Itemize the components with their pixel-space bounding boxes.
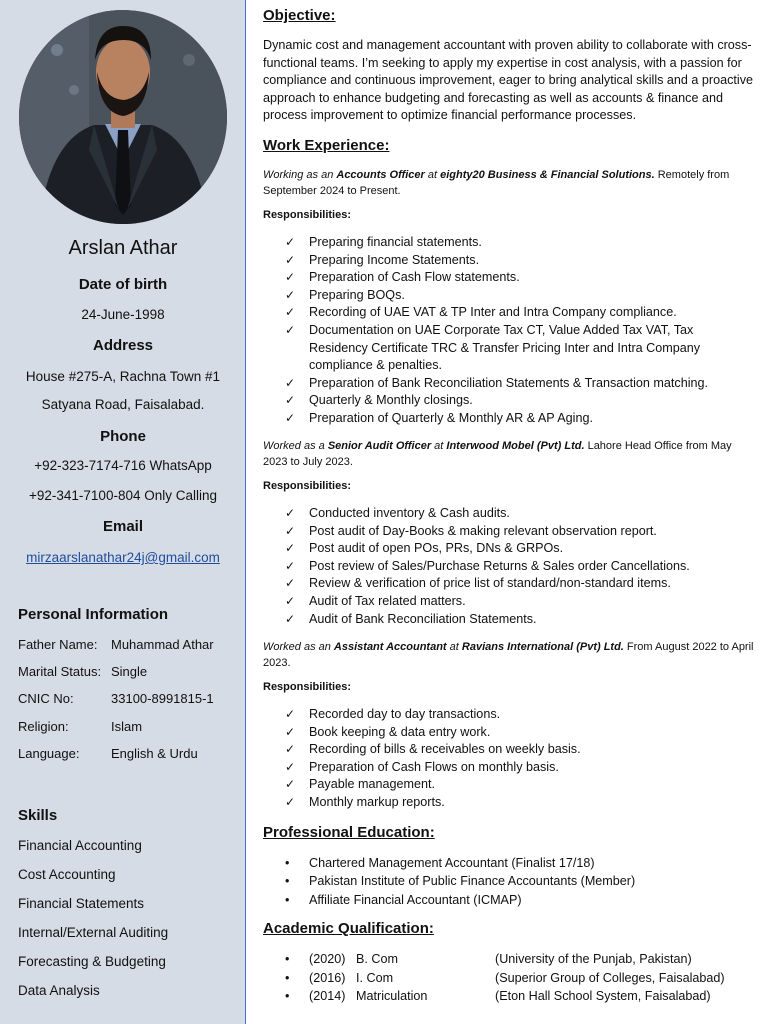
personal-info-value: Single	[111, 664, 148, 679]
list-item	[263, 724, 753, 742]
job-period: Remotely from September 2024 to Present.	[263, 169, 730, 197]
job-role: Accounts Officer	[336, 169, 425, 181]
job-prefix: Worked as an	[263, 641, 334, 653]
checkmark-icon: ✓	[285, 759, 296, 774]
academic-degree: I. Com	[356, 970, 394, 985]
list-item-text: Post review of Sales/Purchase Returns & Sales order Cancellations.	[309, 558, 690, 573]
academic-institute: (Superior Group of Colleges, Faisalabad)	[495, 970, 725, 985]
list-item-text: Payable management.	[309, 777, 436, 792]
checkmark-icon: ✓	[285, 322, 296, 337]
checkmark-icon: ✓	[285, 593, 296, 608]
professional-education-heading: Professional Education:	[263, 824, 435, 841]
list-item-text: Preparation of Cash Flows on monthly basis.	[309, 759, 559, 774]
personal-info-label: Father Name:	[18, 637, 98, 652]
person-portrait-image	[19, 10, 227, 224]
personal-info-value: Muhammad Athar	[111, 637, 214, 652]
checkmark-icon: ✓	[285, 270, 296, 285]
list-item-text: Review & verification of price list of standard/non-standard items.	[309, 576, 671, 591]
checkmark-icon: ✓	[285, 611, 296, 626]
personal-info-value: English & Urdu	[111, 746, 198, 761]
work-experience-heading: Work Experience:	[263, 137, 390, 154]
list-item	[263, 234, 753, 252]
address-heading: Address	[92, 337, 154, 354]
bullet-icon: •	[285, 970, 290, 985]
academic-institute: (Eton Hall School System, Faisalabad)	[495, 989, 711, 1004]
checkmark-icon: ✓	[285, 742, 296, 757]
education-list	[263, 854, 753, 909]
academic-row	[263, 950, 753, 969]
address-line-1: House #275-A, Rachna Town #1	[25, 369, 221, 384]
list-item	[263, 741, 753, 759]
list-item-text: Audit of Tax related matters.	[309, 593, 466, 608]
phone-calling: +92-341-7100-804 Only Calling	[29, 488, 217, 503]
job-at: at	[431, 440, 447, 452]
job-company: eighty20 Business & Financial Solutions.	[440, 169, 655, 181]
checkmark-icon: ✓	[285, 506, 296, 520]
list-item	[263, 891, 753, 909]
profile-photo	[19, 10, 227, 224]
list-item-text: Recording of UAE VAT & TP Inter and Intra Company compliance.	[309, 305, 677, 320]
checkmark-icon: ✓	[285, 305, 296, 320]
list-item-text: Recorded day to day transactions.	[309, 707, 501, 721]
dob-heading: Date of birth	[78, 276, 168, 293]
job-period: From August 2022 to April 2023.	[263, 641, 754, 669]
job-role: Assistant Accountant	[333, 641, 447, 653]
list-item-text: Audit of Bank Reconciliation Statements.	[309, 611, 537, 626]
job-summary	[263, 438, 758, 470]
phone-whatsapp: +92-323-7174-716 WhatsApp	[34, 458, 212, 473]
list-item-text: Post audit of open POs, PRs, DNs & GRPOs.	[309, 541, 564, 556]
checkmark-icon: ✓	[285, 794, 296, 809]
address-line-2: Satyana Road, Faisalabad.	[41, 397, 205, 412]
list-item	[263, 575, 753, 593]
checkmark-icon: ✓	[285, 287, 296, 302]
skills-heading: Skills	[18, 807, 58, 824]
personal-info-heading: Personal Information	[18, 606, 169, 623]
email-container	[0, 549, 246, 567]
academic-year: (2014)	[309, 989, 346, 1004]
phone-heading: Phone	[100, 428, 146, 445]
list-item-text: Preparation of Cash Flow statements.	[309, 270, 520, 285]
list-item	[263, 593, 753, 611]
list-item-text: Post audit of Day-Books & making relevant observation report.	[309, 523, 657, 538]
list-item-text: Preparing financial statements.	[309, 235, 482, 249]
job-summary	[263, 167, 758, 199]
academic-qualification-heading: Academic Qualification:	[263, 920, 434, 937]
list-item-text: Preparation of Quarterly & Monthly AR & AP Aging.	[309, 410, 593, 425]
list-item-text: Documentation on UAE Corporate Tax CT, Value Added Tax VAT, Tax Residency Certificate TRC & Transfer Pricing Inter and Intra Company compliance & penalties.	[309, 322, 701, 373]
job-prefix: Worked as a	[263, 440, 328, 452]
dob-value: 24-June-1998	[81, 307, 165, 322]
list-item	[263, 759, 753, 777]
list-item-text: Affiliate Financial Accountant (ICMAP)	[309, 892, 522, 907]
responsibilities-list	[263, 706, 753, 812]
skill-item: Financial Accounting	[18, 838, 142, 853]
personal-info-label: Religion:	[18, 719, 69, 734]
checkmark-icon: ✓	[285, 541, 296, 556]
list-item	[263, 611, 753, 629]
checkmark-icon: ✓	[285, 724, 296, 739]
list-item-text: Preparing Income Statements.	[309, 252, 480, 267]
bullet-icon: •	[285, 856, 290, 870]
checkmark-icon: ✓	[285, 558, 296, 573]
checkmark-icon: ✓	[285, 410, 296, 425]
academic-degree: Matriculation	[356, 989, 428, 1004]
email-heading: Email	[102, 518, 144, 535]
list-item-text: Quarterly & Monthly closings.	[309, 393, 473, 408]
skill-item: Financial Statements	[18, 896, 145, 911]
list-item	[263, 269, 753, 287]
academic-degree: B. Com	[356, 952, 398, 966]
academic-list	[263, 950, 753, 1006]
list-item	[263, 322, 753, 375]
academic-row	[263, 987, 753, 1006]
job-company: Ravians International (Pvt) Ltd.	[461, 641, 624, 653]
personal-info-label: Marital Status:	[18, 664, 102, 679]
checkmark-icon: ✓	[285, 375, 296, 390]
email-link[interactable]: mirzaarslanathar24j@gmail.com	[26, 550, 220, 565]
academic-institute: (University of the Punjab, Pakistan)	[495, 952, 692, 966]
responsibilities-label: Responsibilities:	[263, 209, 352, 221]
list-item	[263, 287, 753, 305]
list-item	[263, 392, 753, 410]
checkmark-icon: ✓	[285, 707, 296, 721]
checkmark-icon: ✓	[285, 523, 296, 538]
checkmark-icon: ✓	[285, 393, 296, 408]
personal-info-value: Islam	[111, 719, 143, 734]
skill-item: Forecasting & Budgeting	[18, 954, 166, 969]
job-role: Senior Audit Officer	[327, 440, 432, 452]
bullet-icon: •	[285, 874, 290, 889]
objective-text: Dynamic cost and management accountant with proven ability to collaborate with cross-functional teams. I’m seeking to apply my expertise in cost analysis, with a passion for compliance and continuous improvement, eager to bring analytical skills and a proactive approach to enhance budgeting and forecasting as well as accounts & finance and process improvement to optimize financial performance processes.	[263, 38, 754, 123]
list-item	[263, 872, 753, 890]
list-item	[263, 252, 753, 270]
list-item	[263, 776, 753, 794]
sidebar	[0, 0, 246, 1024]
responsibilities-label: Responsibilities:	[263, 480, 352, 492]
job-at: at	[446, 641, 462, 653]
list-item-text: Pakistan Institute of Public Finance Accountants (Member)	[309, 874, 636, 889]
job-at: at	[424, 169, 441, 181]
list-item-text: Book keeping & data entry work.	[309, 724, 491, 739]
list-item-text: Chartered Management Accountant (Finalist 17/18)	[309, 856, 595, 870]
list-item-text: Preparing BOQs.	[309, 287, 405, 302]
academic-year: (2020)	[309, 952, 346, 966]
list-item	[263, 854, 753, 872]
bullet-icon: •	[285, 952, 290, 966]
list-item-text: Monthly markup reports.	[309, 794, 445, 809]
checkmark-icon: ✓	[285, 235, 296, 249]
list-item-text: Conducted inventory & Cash audits.	[309, 506, 510, 520]
list-item	[263, 304, 753, 322]
candidate-name: Arslan Athar	[68, 237, 178, 259]
list-item	[263, 794, 753, 812]
main-content	[248, 0, 768, 1024]
checkmark-icon: ✓	[285, 777, 296, 792]
responsibilities-label: Responsibilities:	[263, 681, 352, 693]
list-item	[263, 375, 753, 393]
responsibilities-list	[263, 234, 753, 428]
academic-year: (2016)	[309, 970, 346, 985]
academic-row	[263, 969, 753, 988]
list-item	[263, 540, 753, 558]
list-item	[263, 558, 753, 576]
checkmark-icon: ✓	[285, 576, 296, 591]
responsibilities-list	[263, 505, 753, 628]
personal-info-label: CNIC No:	[18, 691, 74, 706]
personal-info-label: Language:	[18, 746, 80, 761]
list-item	[263, 523, 753, 541]
list-item	[263, 410, 753, 428]
objective-heading: Objective:	[263, 7, 336, 24]
list-item-text: Preparation of Bank Reconciliation Statements & Transaction matching.	[309, 375, 709, 390]
job-company: Interwood Mobel (Pvt) Ltd.	[446, 440, 585, 452]
bullet-icon: •	[285, 989, 290, 1004]
skill-item: Internal/External Auditing	[18, 925, 169, 940]
list-item	[263, 706, 753, 724]
skill-item: Cost Accounting	[18, 867, 116, 882]
job-prefix: Working as an	[263, 169, 337, 181]
checkmark-icon: ✓	[285, 252, 296, 267]
skill-item: Data Analysis	[18, 983, 100, 998]
list-item-text: Recording of bills & receivables on weekly basis.	[309, 742, 581, 757]
bullet-icon: •	[285, 892, 290, 907]
job-summary	[263, 639, 758, 671]
job-period: Lahore Head Office from May 2023 to July 2023.	[263, 440, 732, 468]
personal-info-value: 33100-8991815-1	[111, 691, 214, 706]
list-item	[263, 505, 753, 523]
